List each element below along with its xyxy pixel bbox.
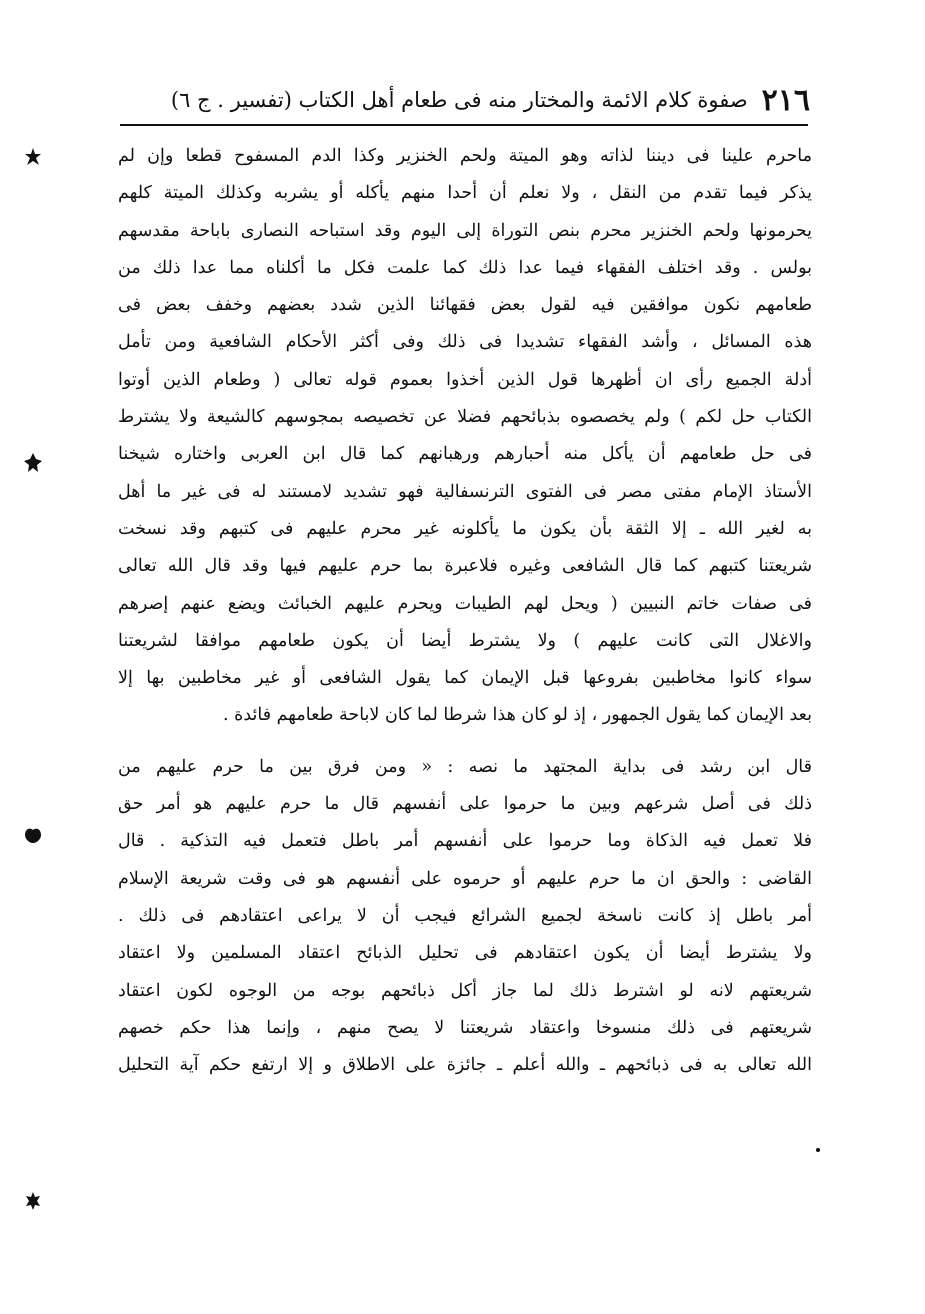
text-line: شريعتهم فى ذلك منسوخا واعتقاد شريعتنا لا يصح منهم ، وإنما هذا حكم خصهم (118, 1017, 812, 1038)
page-header (120, 78, 810, 122)
header-rule (120, 124, 808, 126)
text-line: يذكر فيما تقدم من النقل ، ولا نعلم أن أحدا منهم يأكله أو يشربه وكذلك الميتة كلهم (118, 183, 812, 204)
text-line: ولا يشترط أيضا أن يكون اعتقادهم فى تحليل الذبائح اعتقاد المسلمين ولا اعتقاد (118, 943, 812, 964)
text-line: طعامهم نكون موافقين فيه لقول بعض فقهائنا الذين شدد بعضهم وخفف بعض فى (118, 295, 812, 316)
text-line: به لغير الله ـ إلا الثقة بأن يكون ما يأكلونه غير محرم عليهم فى كتبهم وقد نسخت (118, 518, 812, 539)
text-line: فى صفات خاتم النبيين ( ويحل لهم الطيبات ويحرم عليهم الخبائث ويضع عنهم إصرهم (118, 593, 812, 614)
text-line: ذلك فى أصل شرعهم وبين ما حرموا على أنفسهم قال ما حرم عليهم هو أمر حق (118, 794, 812, 815)
page-number: ٢١٦ (761, 82, 810, 118)
body-text (118, 138, 812, 1084)
fleuron-ornament-icon (22, 824, 44, 846)
text-line: شريعتهم لانه لو اشترط ذلك لما جاز أكل ذبائحهم بوجه من الوجوه لكون اعتقاد (118, 980, 812, 1001)
text-line: شريعتنا كتبهم كما قال الشافعى وغيره فلاعبرة بما حرم عليهم فيها وقد قال الله تعالى (118, 556, 812, 577)
text-line: أمر باطل إذ كانت ناسخة لجميع الشرائع فيجب أن لا يراعى اعتقادهم فى ذلك . (118, 905, 812, 926)
text-line: القاضى : والحق ان ما حرم عليهم أو حرموه على أنفسهم هو فى وقت شريعة الإسلام (118, 868, 812, 889)
text-line: يحرمونها ولحم الخنزير محرم بنص التوراة إلى اليوم وقد استباحه النصارى باباحة مقدسهم (118, 220, 812, 241)
text-line: قال ابن رشد فى بداية المجتهد ما نصه : « ومن فرق بين ما حرم عليهم من (118, 756, 812, 777)
text-line: سواء كانوا مخاطبين بفروعها قبل الإيمان كما يقول الشافعى أو غير مخاطبين بها إلا (118, 668, 812, 689)
fleuron-ornament-icon (22, 146, 44, 168)
text-line: بعد الإيمان كما يقول الجمهور ، إذ لو كان هذا شرطا لما كان لاباحة طعامهم فائدة . (223, 705, 812, 726)
text-line: أدلة الجميع رأى ان أظهرها قول الذين أخذوا بعموم قوله تعالى ( وطعام الذين أوتوا (118, 369, 812, 390)
paragraph-2 (118, 749, 812, 1085)
text-line: فلا تعمل فيه الذكاة وما حرموا على أنفسهم أمر باطل فتعمل فيه التذكية . قال (118, 831, 812, 852)
scan-dot (816, 1148, 820, 1152)
text-line: الله تعالى به فى ذبائحهم ـ والله أعلم ـ جائزة على الاطلاق و إلا ارتفع حكم آية التحليل (118, 1055, 812, 1076)
fleuron-ornament-icon (22, 452, 44, 474)
text-line: الأستاذ الإمام مفتى مصر فى الفتوى الترنسفالية فهو تشديد لامستند له فى غير ما أهل (118, 481, 812, 502)
running-title: صفوة كلام الائمة والمختار منه فى طعام أهل الكتاب (تفسير . ج ٦) (170, 88, 748, 112)
text-line: بولس . وقد اختلف الفقهاء فيما عدا ذلك كما علمت فكل ما أكلناه مما عدا ذلك من (118, 257, 812, 278)
text-line: ماحرم علينا فى ديننا لذاته وهو الميتة ولحم الخنزير وكذا الدم المسفوح قطعا وإن لم (118, 146, 812, 166)
fleuron-ornament-icon (22, 1190, 44, 1212)
paragraph-1 (118, 138, 812, 735)
paragraph-gap (118, 735, 812, 749)
text-line: فى حل طعامهم أن يأكل منه أحبارهم ورهبانهم كما قال ابن العربى واختاره شيخنا (118, 444, 812, 465)
text-line: الكتاب حل لكم ) ولم يخصصوه بذبائحهم فضلا عن تخصيصه بمجوسهم كالشيعة ولا يشترط (118, 407, 812, 428)
text-line: هذه المسائل ، وأشد الفقهاء تشديدا فى ذلك وفى أكثر الأحكام الشافعية ومن تأمل (118, 332, 812, 353)
text-line: والاغلال التى كانت عليهم ) ولا يشترط أيضا أن يكون طعامهم موافقا لشريعتنا (118, 630, 812, 651)
